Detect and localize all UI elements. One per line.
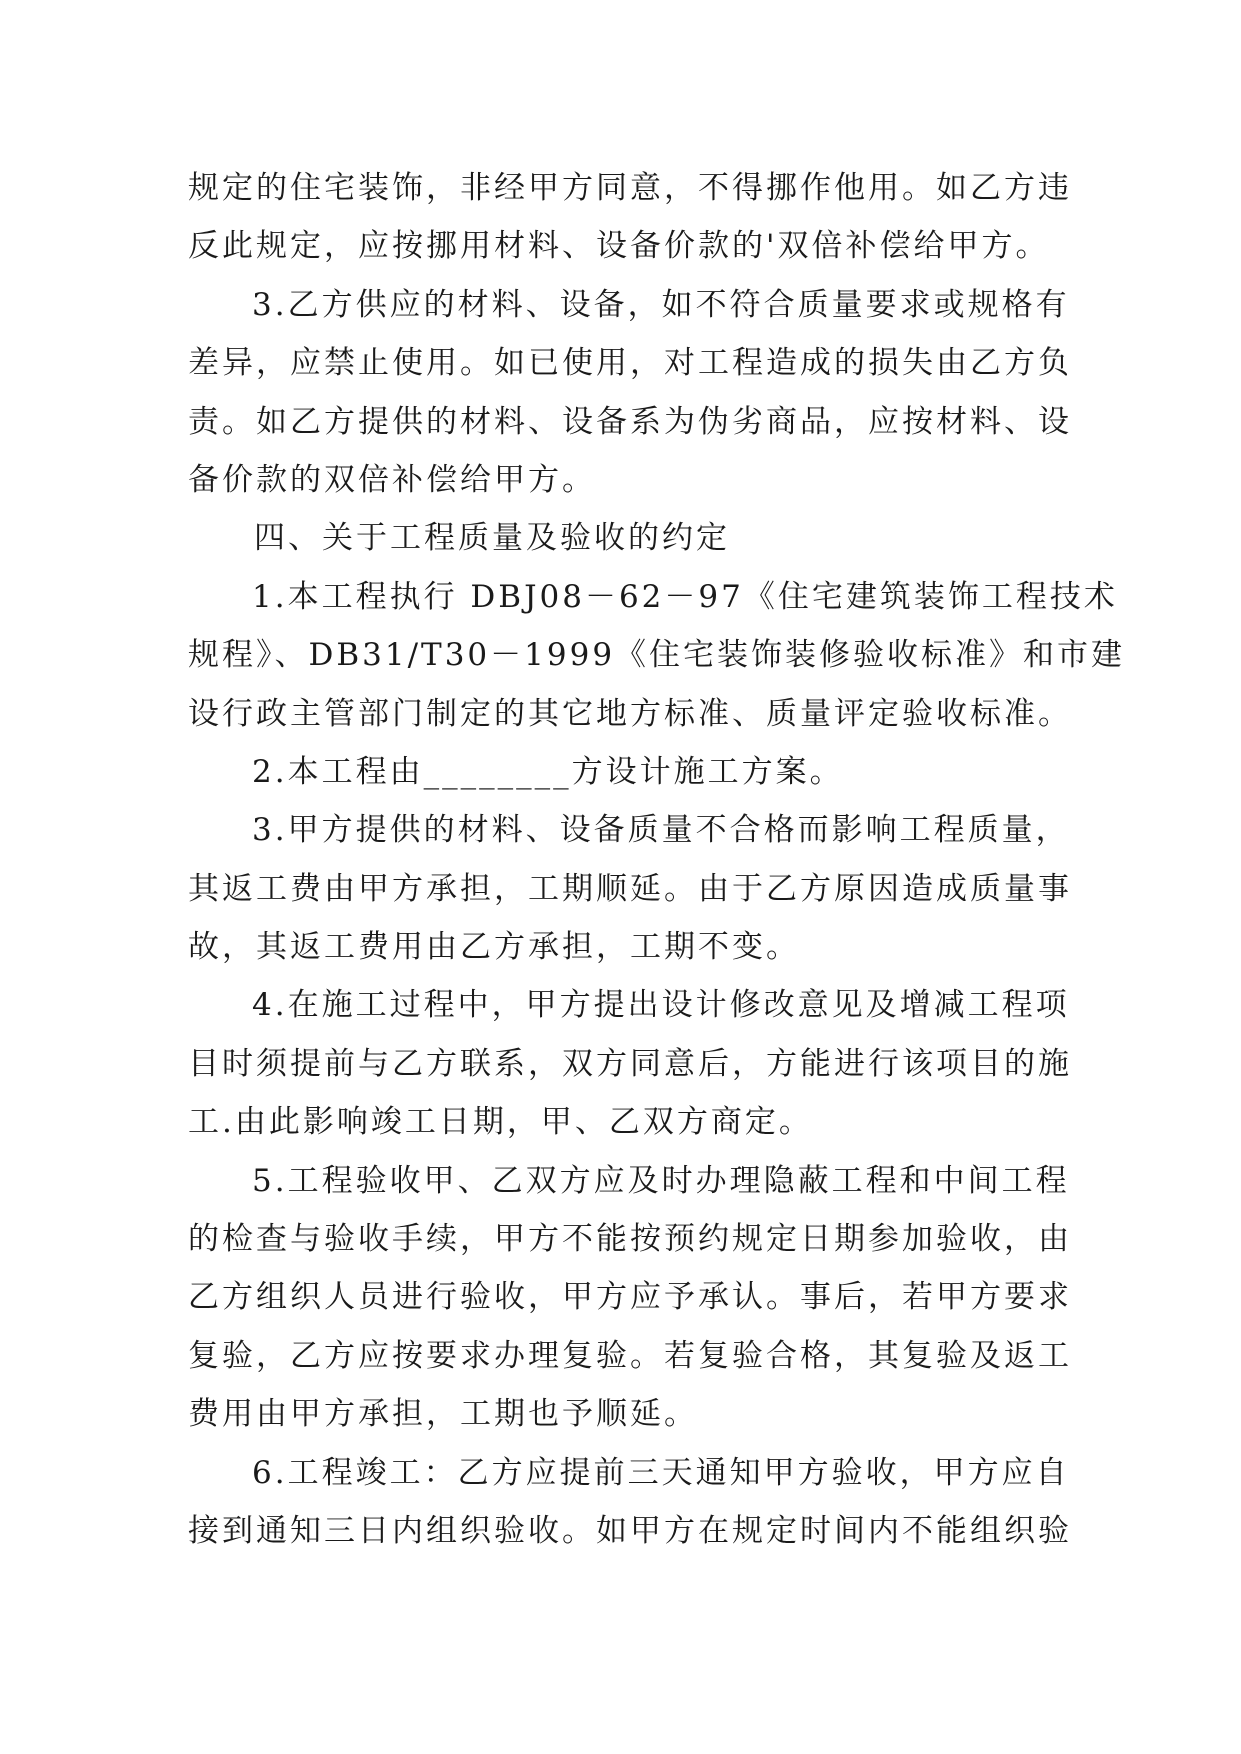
paragraph-line: 复验，乙方应按要求办理复验。若复验合格，其复验及返工 — [188, 1337, 1072, 1374]
clause-5-line: 5.工程验收甲、乙双方应及时办理隐蔽工程和中间工程 — [252, 1162, 1070, 1199]
clause-6-line: 6.工程竣工：乙方应提前三天通知甲方验收，甲方应自 — [252, 1454, 1070, 1491]
clause-3-line: 3.乙方供应的材料、设备，如不符合质量要求或规格有 — [252, 286, 1070, 323]
paragraph-line: 的检查与验收手续，甲方不能按预约规定日期参加验收，由 — [188, 1221, 1072, 1258]
paragraph-line: 乙方组织人员进行验收，甲方应予承认。事后，若甲方要求 — [188, 1279, 1072, 1316]
paragraph-line: 其返工费由甲方承担，工期顺延。由于乙方原因造成质量事 — [188, 870, 1072, 907]
paragraph-line: 费用由甲方承担，工期也予顺延。 — [188, 1396, 698, 1433]
section-heading: 四、关于工程质量及验收的约定 — [254, 520, 730, 557]
document-body — [188, 159, 1126, 1560]
paragraph-line: 责。如乙方提供的材料、设备系为伪劣商品，应按材料、设 — [188, 403, 1072, 440]
paragraph-line: 故，其返工费用由乙方承担，工期不变。 — [188, 929, 800, 966]
paragraph-line: 目时须提前与乙方联系，双方同意后，方能进行该项目的施 — [188, 1045, 1072, 1082]
paragraph-line: 备价款的双倍补偿给甲方。 — [188, 461, 596, 498]
paragraph-line: 设行政主管部门制定的其它地方标准、质量评定验收标准。 — [188, 695, 1072, 732]
paragraph-line: 接到通知三日内组织验收。如甲方在规定时间内不能组织验 — [188, 1512, 1072, 1549]
clause-4-line: 4.在施工过程中，甲方提出设计修改意见及增减工程项 — [252, 987, 1070, 1024]
paragraph-line: 规定的住宅装饰，非经甲方同意，不得挪作他用。如乙方违 — [188, 170, 1072, 206]
clause-1-line: 1.本工程执行 DBJ08－62－97《住宅建筑装饰工程技术 — [252, 578, 1118, 615]
clause-3-line: 3.甲方提供的材料、设备质量不合格而影响工程质量， — [252, 812, 1070, 849]
paragraph-line: 反此规定，应按挪用材料、设备价款的'双倍补偿给甲方。 — [188, 228, 1050, 265]
paragraph-line: 规程》、DB31/T30－1999《住宅装饰装修验收标准》和市建 — [188, 637, 1126, 674]
paragraph-line: 差异，应禁止使用。如已使用，对工程造成的损失由乙方负 — [188, 345, 1072, 382]
paragraph-line: 工.由此影响竣工日期，甲、乙双方商定。 — [188, 1104, 813, 1141]
clause-2-line: 2.本工程由________方设计施工方案。 — [252, 753, 844, 790]
